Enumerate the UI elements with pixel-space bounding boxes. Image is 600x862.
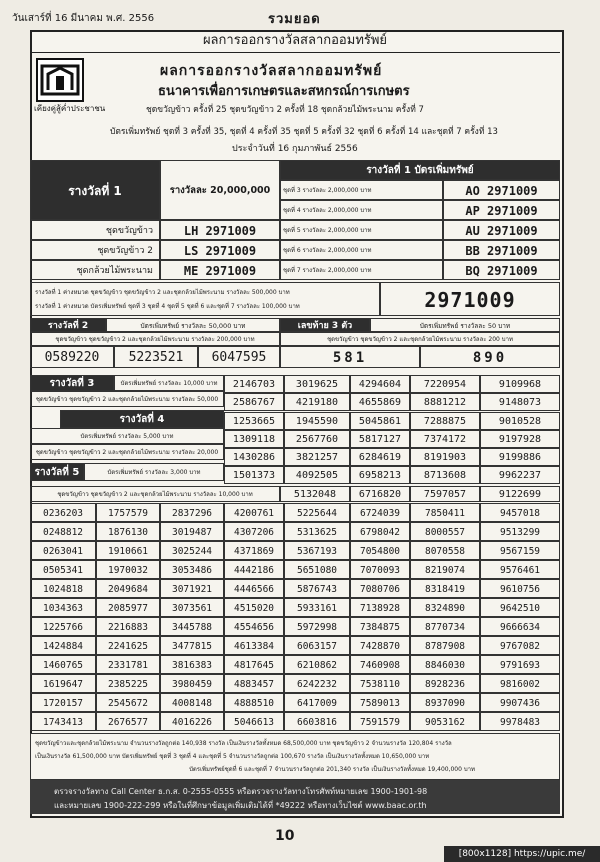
- prize5-number: 9457018: [480, 503, 560, 522]
- near1-notes: [30, 282, 380, 316]
- prize3-number: 4219180: [284, 393, 350, 411]
- prize5-number: 2085977: [96, 598, 160, 617]
- prize4-number: 1501373: [224, 466, 284, 484]
- draw-date: ประจำวันที่ 16 กุมภาพันธ์ 2556: [232, 144, 358, 154]
- prize5-number: 8324890: [410, 598, 480, 617]
- prize4-number: 1945590: [284, 412, 350, 430]
- prize5-number: 3477815: [160, 636, 224, 655]
- prize5-number: 5972998: [284, 617, 350, 636]
- prize4-number: 4092505: [284, 466, 350, 484]
- bank-motto: เคียงคู่สู้ค่ำประชาชน: [34, 104, 106, 113]
- prize3-number: 2146703: [224, 375, 284, 393]
- prize1-row-label-3: ชุดกล้วยไม้พระนาม: [30, 260, 160, 280]
- prize5-number: 2241625: [96, 636, 160, 655]
- bonus1-number-3: AU 2971009: [443, 220, 560, 240]
- prize5-number: 9791693: [480, 655, 560, 674]
- prize5-number: 4446566: [224, 579, 284, 598]
- prize5-number: 4515020: [224, 598, 284, 617]
- totals-line1: ชุดขวัญข้าวและชุดกล้วยไม้พระนาม จำนวนรางวัลถูกต่อ 140,938 รางวัล เป็นเงินรางวัลทั้งหมด 68,500,000 บาท ชุดขวัญข้าว 2 จำนวนรางวัล 120,804 รางวัล: [35, 740, 452, 747]
- prize3-note1: บัตรเพิ่มทรัพย์ รางวัลละ 10,000 บาท: [114, 375, 224, 391]
- prize5-number: 4888510: [224, 693, 284, 712]
- image-credit: [800x1128] https://upic.me/: [444, 846, 600, 862]
- prize5-number: 4371869: [224, 541, 284, 560]
- totals-block: [30, 733, 560, 780]
- prize1-number-3: ME 2971009: [160, 260, 280, 280]
- prize5-number: 6063157: [284, 636, 350, 655]
- prize5-number: 3025244: [160, 541, 224, 560]
- prize3-number: 9148073: [480, 393, 560, 411]
- prize2-label: รางวัลที่ 2: [30, 318, 106, 332]
- near1-line1: รางวัลที่ 1 ค่างหมวด ชุดขวัญข้าว ชุดขวัญข้าว 2 และชุดกล้วยไม้พระนาม รางวัลละ 500,000 บาท: [35, 289, 290, 296]
- prize5-number: 6417009: [284, 693, 350, 712]
- prize5-number: 5367193: [284, 541, 350, 560]
- prize5-number: 2676577: [96, 712, 160, 731]
- prize5-number: 4554656: [224, 617, 284, 636]
- bank-name: ธนาคารเพื่อการเกษตรและสหกรณ์การเกษตร: [158, 84, 410, 99]
- prize5-number: 9978483: [480, 712, 560, 731]
- prize4-number: 5817127: [350, 430, 410, 448]
- prize4-number: 7288875: [410, 412, 480, 430]
- prize5-number: 7080706: [350, 579, 410, 598]
- prize5-number: 6724039: [350, 503, 410, 522]
- prize5-number: 7460908: [350, 655, 410, 674]
- bonus1-label-2: ชุดที่ 4 รางวัลละ 2,000,000 บาท: [280, 200, 443, 220]
- prize3-number: 7220954: [410, 375, 480, 393]
- prize1-number-2: LS 2971009: [160, 240, 280, 260]
- prize5-note1: บัตรเพิ่มทรัพย์ รางวัลละ 3,000 บาท: [84, 463, 224, 481]
- prize3-number: 4655869: [350, 393, 410, 411]
- prize5-number: 1225766: [30, 617, 96, 636]
- prize5-number: 2216883: [96, 617, 160, 636]
- results-title: ผลการออกรางวัลสลากออมทรัพย์: [160, 63, 383, 79]
- prize5-number: 7384875: [350, 617, 410, 636]
- prize5-number: 8937090: [410, 693, 480, 712]
- prize4-number: 1253665: [224, 412, 284, 430]
- prize4-number: 9962237: [480, 466, 560, 484]
- prize5-note2: ชุดขวัญข้าว ชุดขวัญข้าว 2 และชุดกล้วยไม้พระนาม รางวัลละ 10,000 บาท: [30, 486, 280, 502]
- prize5-number: 3980459: [160, 674, 224, 693]
- prize5-number: 3071921: [160, 579, 224, 598]
- last3-label: เลขท้าย 3 ตัว: [280, 318, 370, 332]
- page-number: 10: [275, 828, 295, 844]
- prize5-number: 0248812: [30, 522, 96, 541]
- prize5-number: 8770734: [410, 617, 480, 636]
- prize3-label: รางวัลที่ 3: [30, 375, 114, 391]
- prize5-number: 7591579: [350, 712, 410, 731]
- bonus1-label-4: ชุดที่ 6 รางวัลละ 2,000,000 บาท: [280, 240, 443, 260]
- prize5-number: 9907436: [480, 693, 560, 712]
- top-line: [10, 8, 590, 28]
- prize5-number: 5225644: [284, 503, 350, 522]
- prize5-number: 5651080: [284, 560, 350, 579]
- prize2-note1: บัตรเพิ่มทรัพย์ รางวัลละ 50,000 บาท: [106, 318, 280, 332]
- bonus1-number-4: BB 2971009: [443, 240, 560, 260]
- prize5-number: 5132048: [280, 486, 350, 502]
- prize5-number: 9053162: [410, 712, 480, 731]
- bonus1-title: รางวัลที่ 1 บัตรเพิ่มทรัพย์: [280, 160, 560, 180]
- prize5-number: 7597057: [410, 486, 480, 502]
- prize2-note2: ชุดขวัญข้าว ชุดขวัญข้าว 2 และชุดกล้วยไม้พระนาม รางวัลละ 200,000 บาท: [30, 332, 280, 346]
- prize5-number: 9767082: [480, 636, 560, 655]
- prize1-label: รางวัลที่ 1: [30, 160, 160, 220]
- prize5-number: 6603816: [284, 712, 350, 731]
- baac-logo: [36, 58, 84, 102]
- prize5-number: 6798042: [350, 522, 410, 541]
- last3-number-2: 890: [420, 346, 560, 368]
- prize5-number: 0505341: [30, 560, 96, 579]
- prize5-number: 8000557: [410, 522, 480, 541]
- prize1-number-1: LH 2971009: [160, 220, 280, 240]
- prize5-number: 4008148: [160, 693, 224, 712]
- prize5-number: 8219074: [410, 560, 480, 579]
- prize5-number: 4442186: [224, 560, 284, 579]
- prize5-number: 4016226: [160, 712, 224, 731]
- prize1-row-label-1: ชุดขวัญข้าว: [30, 220, 160, 240]
- prize5-number: 5046613: [224, 712, 284, 731]
- prize4-note2: ชุดขวัญข้าว ชุดขวัญข้าว 2 และชุดกล้วยไม้พระนาม รางวัลละ 20,000: [30, 444, 224, 460]
- prize4-number: 2567760: [284, 430, 350, 448]
- prize3-note2: ชุดขวัญข้าว ชุดขวัญข้าว 2 และชุดกล้วยไม้พระนาม รางวัลละ 50,000: [30, 391, 224, 407]
- near1-line2: รางวัลที่ 1 ค่างหมวด บัตรเพิ่มทรัพย์ ชุดที่ 3 ชุดที่ 4 ชุดที่ 5 ชุดที่ 6 และชุดที่ 7 รางวัลละ 100,000 บาท: [35, 303, 300, 310]
- prize4-number: 9199886: [480, 448, 560, 466]
- near1-number: 2971009: [380, 282, 560, 316]
- prize4-number: 9010528: [480, 412, 560, 430]
- prize5-number: 2837296: [160, 503, 224, 522]
- prize5-number: 6210862: [284, 655, 350, 674]
- prize2-number-1: 0589220: [30, 346, 114, 368]
- prize5-number: 4200761: [224, 503, 284, 522]
- prize5-number: 0236203: [30, 503, 96, 522]
- baac-logo-icon: [38, 60, 82, 100]
- prize4-number: 6958213: [350, 466, 410, 484]
- prize5-number: 2049684: [96, 579, 160, 598]
- prize5-number: 1034363: [30, 598, 96, 617]
- prize5-number: 1910661: [96, 541, 160, 560]
- footer-line2: และหมายเลข 1900-222-299 หรือในที่ศึกษาข้อมูลเพิ่มเติมได้ที่ *49222 หรือทางเว็บไซต์ www.baac.or.th: [54, 801, 427, 810]
- prize5-number: 5876743: [284, 579, 350, 598]
- prize5-number: 3073561: [160, 598, 224, 617]
- bonus1-number-1: AO 2971009: [443, 180, 560, 200]
- prize5-number: 1757579: [96, 503, 160, 522]
- totals-line3: บัตรเพิ่มทรัพย์ชุดที่ 6 และชุดที่ 7 จำนวนรางวัลถูกต่อ 201,340 รางวัล เป็นเงินรางวัลทั้งหมด 19,400,000 บาท: [189, 766, 475, 773]
- prize5-number: 1970032: [96, 560, 160, 579]
- prize4-number: 9197928: [480, 430, 560, 448]
- prize5-number: 2545672: [96, 693, 160, 712]
- prize5-number: 7850411: [410, 503, 480, 522]
- prize3-number: 4294604: [350, 375, 410, 393]
- prize5-number: 8787908: [410, 636, 480, 655]
- prize5-number: 7070093: [350, 560, 410, 579]
- prize4-number: 1309118: [224, 430, 284, 448]
- prize5-number: 2331781: [96, 655, 160, 674]
- prize5-number: 4817645: [224, 655, 284, 674]
- prize5-number: 1424884: [30, 636, 96, 655]
- prize5-number: 1720157: [30, 693, 96, 712]
- prize5-number: 5933161: [284, 598, 350, 617]
- prize5-number: 9666634: [480, 617, 560, 636]
- prize5-number: 1024818: [30, 579, 96, 598]
- prize5-number: 3053486: [160, 560, 224, 579]
- prize5-number: 7138928: [350, 598, 410, 617]
- prize5-number: 3019487: [160, 522, 224, 541]
- prize1-row-label-2: ชุดขวัญข้าว 2: [30, 240, 160, 260]
- prize4-number: 1430286: [224, 448, 284, 466]
- header-bar-title: ผลการออกรางวัลสลากออมทรัพย์: [30, 30, 560, 53]
- bonus1-number-5: BQ 2971009: [443, 260, 560, 280]
- prize2-number-3: 6047595: [198, 346, 280, 368]
- prize5-number: 7054800: [350, 541, 410, 560]
- prize4-number: 8191903: [410, 448, 480, 466]
- prize5-number: 7428870: [350, 636, 410, 655]
- prize5-label: รางวัลที่ 5: [30, 463, 84, 481]
- footer-banner: [30, 780, 560, 814]
- prize4-label: รางวัลที่ 4: [60, 410, 224, 428]
- newspaper-brand: รวมยอด: [268, 12, 321, 27]
- prize3-number: 3019625: [284, 375, 350, 393]
- prize5-number: 1743413: [30, 712, 96, 731]
- prize5-number: 9567159: [480, 541, 560, 560]
- prize5-number: 6242232: [284, 674, 350, 693]
- bonus1-label-5: ชุดที่ 7 รางวัลละ 2,000,000 บาท: [280, 260, 443, 280]
- prize5-number: 1876130: [96, 522, 160, 541]
- last3-note1: บัตรเพิ่มทรัพย์ รางวัลละ 50 บาท: [370, 318, 560, 332]
- prize5-number: 7538110: [350, 674, 410, 693]
- last3-number-1: 581: [280, 346, 420, 368]
- prize5-number: 8928236: [410, 674, 480, 693]
- prize5-number: 3816383: [160, 655, 224, 674]
- prize5-number: 8318419: [410, 579, 480, 598]
- prize5-number: 9576461: [480, 560, 560, 579]
- prize5-number: 9513299: [480, 522, 560, 541]
- prize3-number: 8881212: [410, 393, 480, 411]
- prize5-number: 4307206: [224, 522, 284, 541]
- prize5-number: 9642510: [480, 598, 560, 617]
- series-line: ชุดขวัญข้าว ครั้งที่ 25 ชุดขวัญข้าว 2 ครั้งที่ 18 ชุดกล้วยไม้พระนาม ครั้งที่ 7: [146, 105, 424, 115]
- bonus-series-line: บัตรเพิ่มทรัพย์ ชุดที่ 3 ครั้งที่ 35, ชุดที่ 4 ครั้งที่ 35 ชุดที่ 5 ครั้งที่ 32 ชุดที่ 6 ครั้งที่ 14 และชุดที่ 7 ครั้งที่ 13: [110, 127, 498, 137]
- bonus1-label-3: ชุดที่ 5 รางวัลละ 2,000,000 บาท: [280, 220, 443, 240]
- prize5-number: 4883457: [224, 674, 284, 693]
- prize5-number: 4613384: [224, 636, 284, 655]
- issue-date: วันเสาร์ที่ 16 มีนาคม พ.ศ. 2556: [12, 13, 155, 24]
- prize4-note1: บัตรเพิ่มทรัพย์ รางวัลละ 5,000 บาท: [30, 428, 224, 444]
- prize5-number: 8846030: [410, 655, 480, 674]
- prize5-number: 9816002: [480, 674, 560, 693]
- prize5-number: 9610756: [480, 579, 560, 598]
- bonus1-number-2: AP 2971009: [443, 200, 560, 220]
- bonus1-label-1: ชุดที่ 3 รางวัลละ 2,000,000 บาท: [280, 180, 443, 200]
- prize5-number: 0263041: [30, 541, 96, 560]
- prize5-number: 2385225: [96, 674, 160, 693]
- prize1-amount: รางวัลละ 20,000,000: [160, 160, 280, 220]
- prize5-number: 8070558: [410, 541, 480, 560]
- footer-line1: ตรวจรางวัลทาง Call Center ธ.ก.ส. 0-2555-0555 หรือตรวจรางวัลทางโทรศัพท์หมายเลข 1900-1901-98: [54, 787, 428, 796]
- totals-line2: เป็นเงินรางวัล 61,500,000 บาท บัตรเพิ่มทรัพย์ ชุดที่ 3 ชุดที่ 4 และชุดที่ 5 จำนวนรางวัลถูกต่อ 100,670 รางวัล เป็นเงินรางวัลทั้งหมด 10,650,000 บาท: [35, 753, 430, 760]
- prize5-number: 3445788: [160, 617, 224, 636]
- prize4-number: 3821257: [284, 448, 350, 466]
- prize4-number: 8713608: [410, 466, 480, 484]
- prize5-number: 6716820: [350, 486, 410, 502]
- prize2-number-2: 5223521: [114, 346, 198, 368]
- prize5-number: 7589013: [350, 693, 410, 712]
- prize5-number: 5313625: [284, 522, 350, 541]
- prize5-number: 9122699: [480, 486, 560, 502]
- prize3-number: 9109968: [480, 375, 560, 393]
- prize3-number: 2586767: [224, 393, 284, 411]
- prize5-number: 1619647: [30, 674, 96, 693]
- last3-note2: ชุดขวัญข้าว ชุดขวัญข้าว 2 และชุดกล้วยไม้พระนาม รางวัลละ 200 บาท: [280, 332, 560, 346]
- prize5-number: 1460765: [30, 655, 96, 674]
- prize4-number: 6284619: [350, 448, 410, 466]
- prize4-number: 5045861: [350, 412, 410, 430]
- prize4-number: 7374172: [410, 430, 480, 448]
